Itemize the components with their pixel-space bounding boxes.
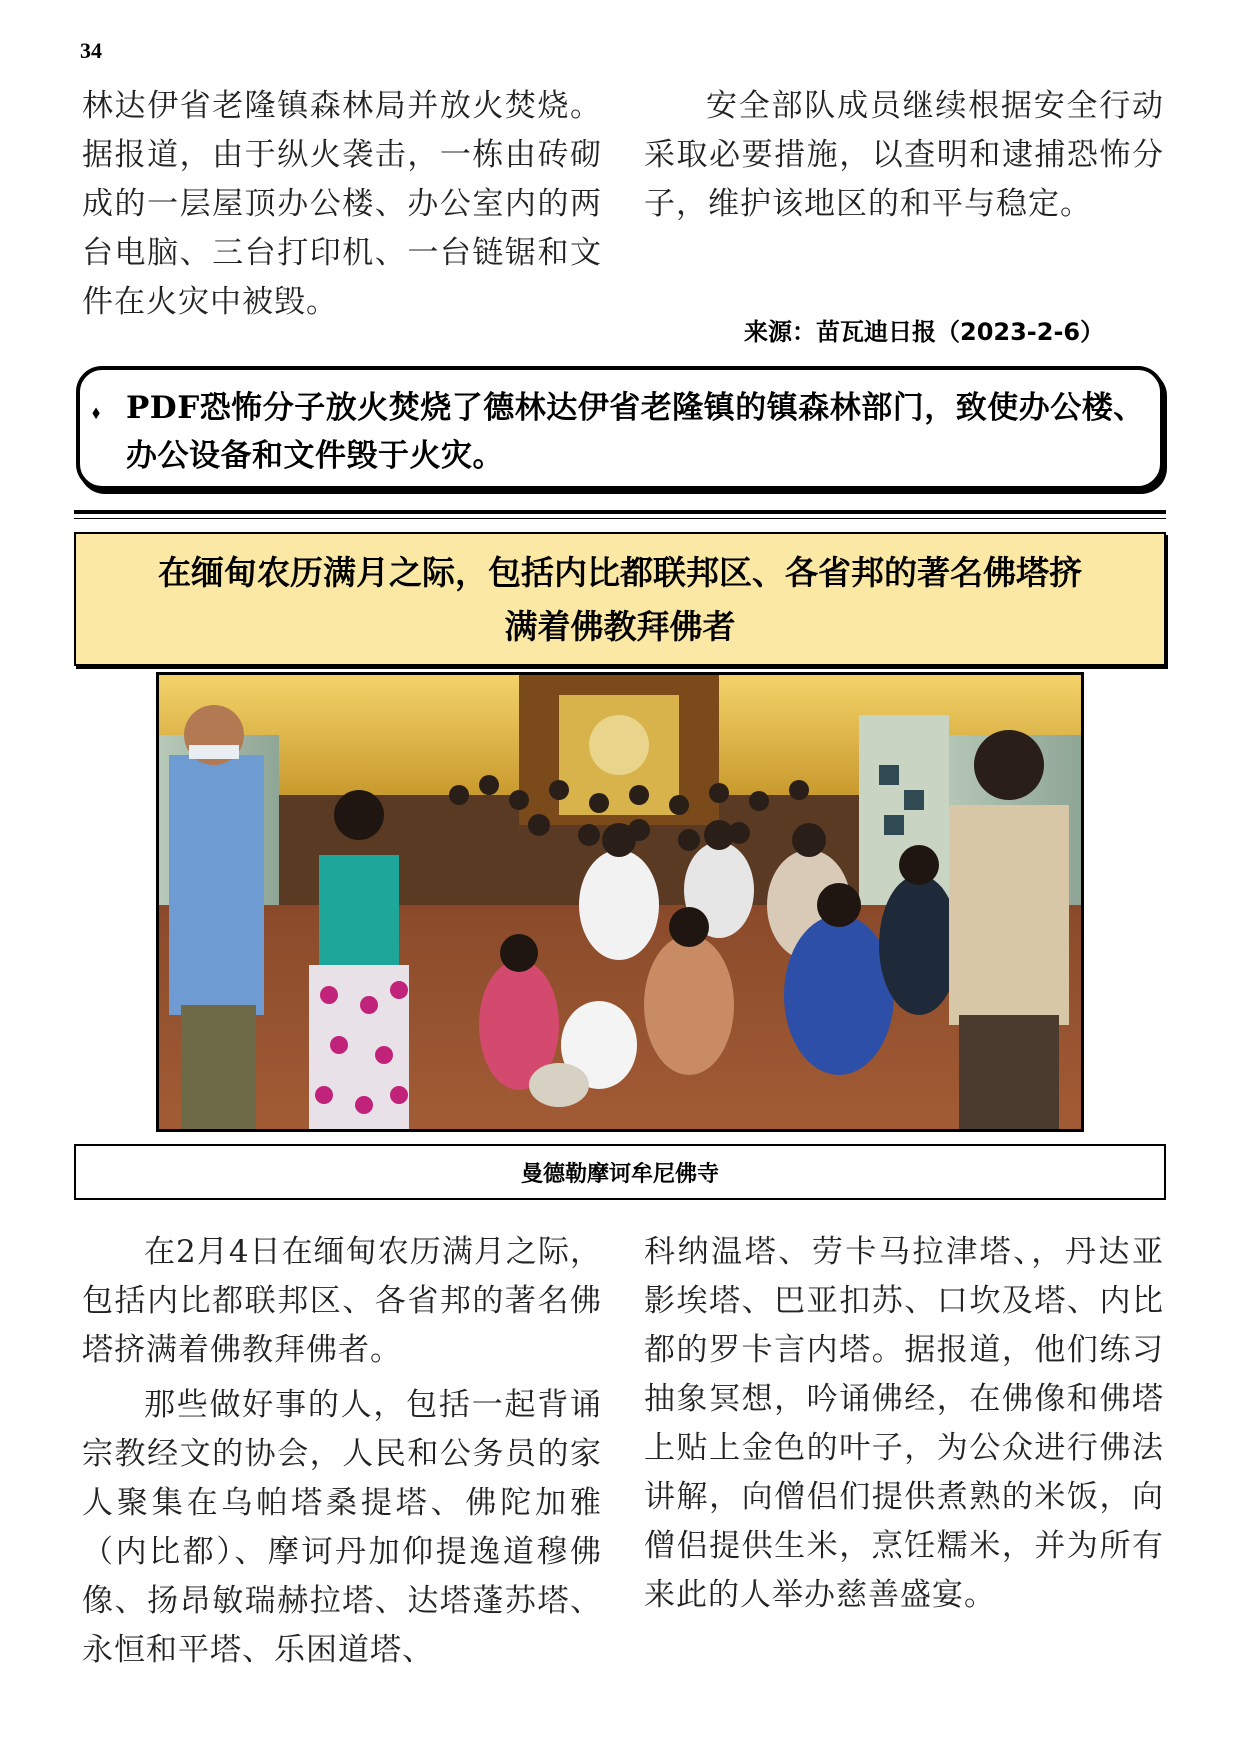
article-top-right-column (644, 82, 1164, 229)
article-source: 来源：苗瓦迪日报（2023-2-6） (744, 318, 1105, 346)
article-bottom-right-column (644, 1228, 1164, 1620)
article-top-left-column (82, 82, 602, 327)
article-bottom-right-text: 科纳温塔、劳卡马拉津塔、，丹达亚影埃塔、巴亚扣苏、口坎及塔、内比都的罗卡言内塔。据报道，他们练习抽象冥想，吟诵佛经，在佛像和佛塔上贴上金色的叶子，为公众进行佛法讲解，向僧侣们提供煮熟的米饭，向僧侣提供生米，烹饪糯米，并为所有来此的人举办慈善盛宴。 (644, 1234, 1164, 1613)
photo-caption: 曼德勒摩诃牟尼佛寺 (520, 1162, 719, 1187)
section-divider (74, 510, 1166, 514)
headline (84, 546, 1156, 654)
article-paragraph-1: 在2月4日在缅甸农历满月之际，包括内比都联邦区、各省邦的著名佛塔挤满着佛教拜佛者。 (82, 1234, 602, 1368)
article-bottom-left-column (82, 1228, 602, 1675)
headline-line-1: 在缅甸农历满月之际，包括内比都联邦区、各省邦的著名佛塔挤 (158, 553, 1082, 592)
headline-line-2: 满着佛教拜佛者 (504, 607, 736, 646)
section-divider-thin (74, 518, 1166, 519)
article-top-right-text: 安全部队成员继续根据安全行动采取必要措施，以查明和逮捕恐怖分子，维护该地区的和平与稳定。 (644, 88, 1164, 222)
article-paragraph-2: 那些做好事的人，包括一起背诵宗教经文的协会，人民和公务员的家人聚集在乌帕塔桑提塔、佛陀加雅（内比都）、摩诃丹加仰提逸道穆佛像、扬昂敏瑞赫拉塔、达塔蓬苏塔、永恒和平塔、乐困道塔、 (82, 1387, 602, 1668)
page-number: 34 (80, 38, 102, 63)
summary-text: PDF恐怖分子放火焚烧了德林达伊省老隆镇的镇森林部门，致使办公楼、办公设备和文件毁于火灾。 (126, 390, 1145, 474)
diamond-bullet-icon: ⬧ (92, 402, 101, 423)
temple-photo (156, 672, 1084, 1132)
article-top-left-text: 林达伊省老隆镇森林局并放火焚烧。据报道，由于纵火袭击，一栋由砖砌成的一层屋顶办公楼、办公室内的两台电脑、三台打印机、一台链锯和文件在火灾中被毁。 (82, 88, 602, 320)
temple-photo-illustration (159, 675, 1081, 1129)
